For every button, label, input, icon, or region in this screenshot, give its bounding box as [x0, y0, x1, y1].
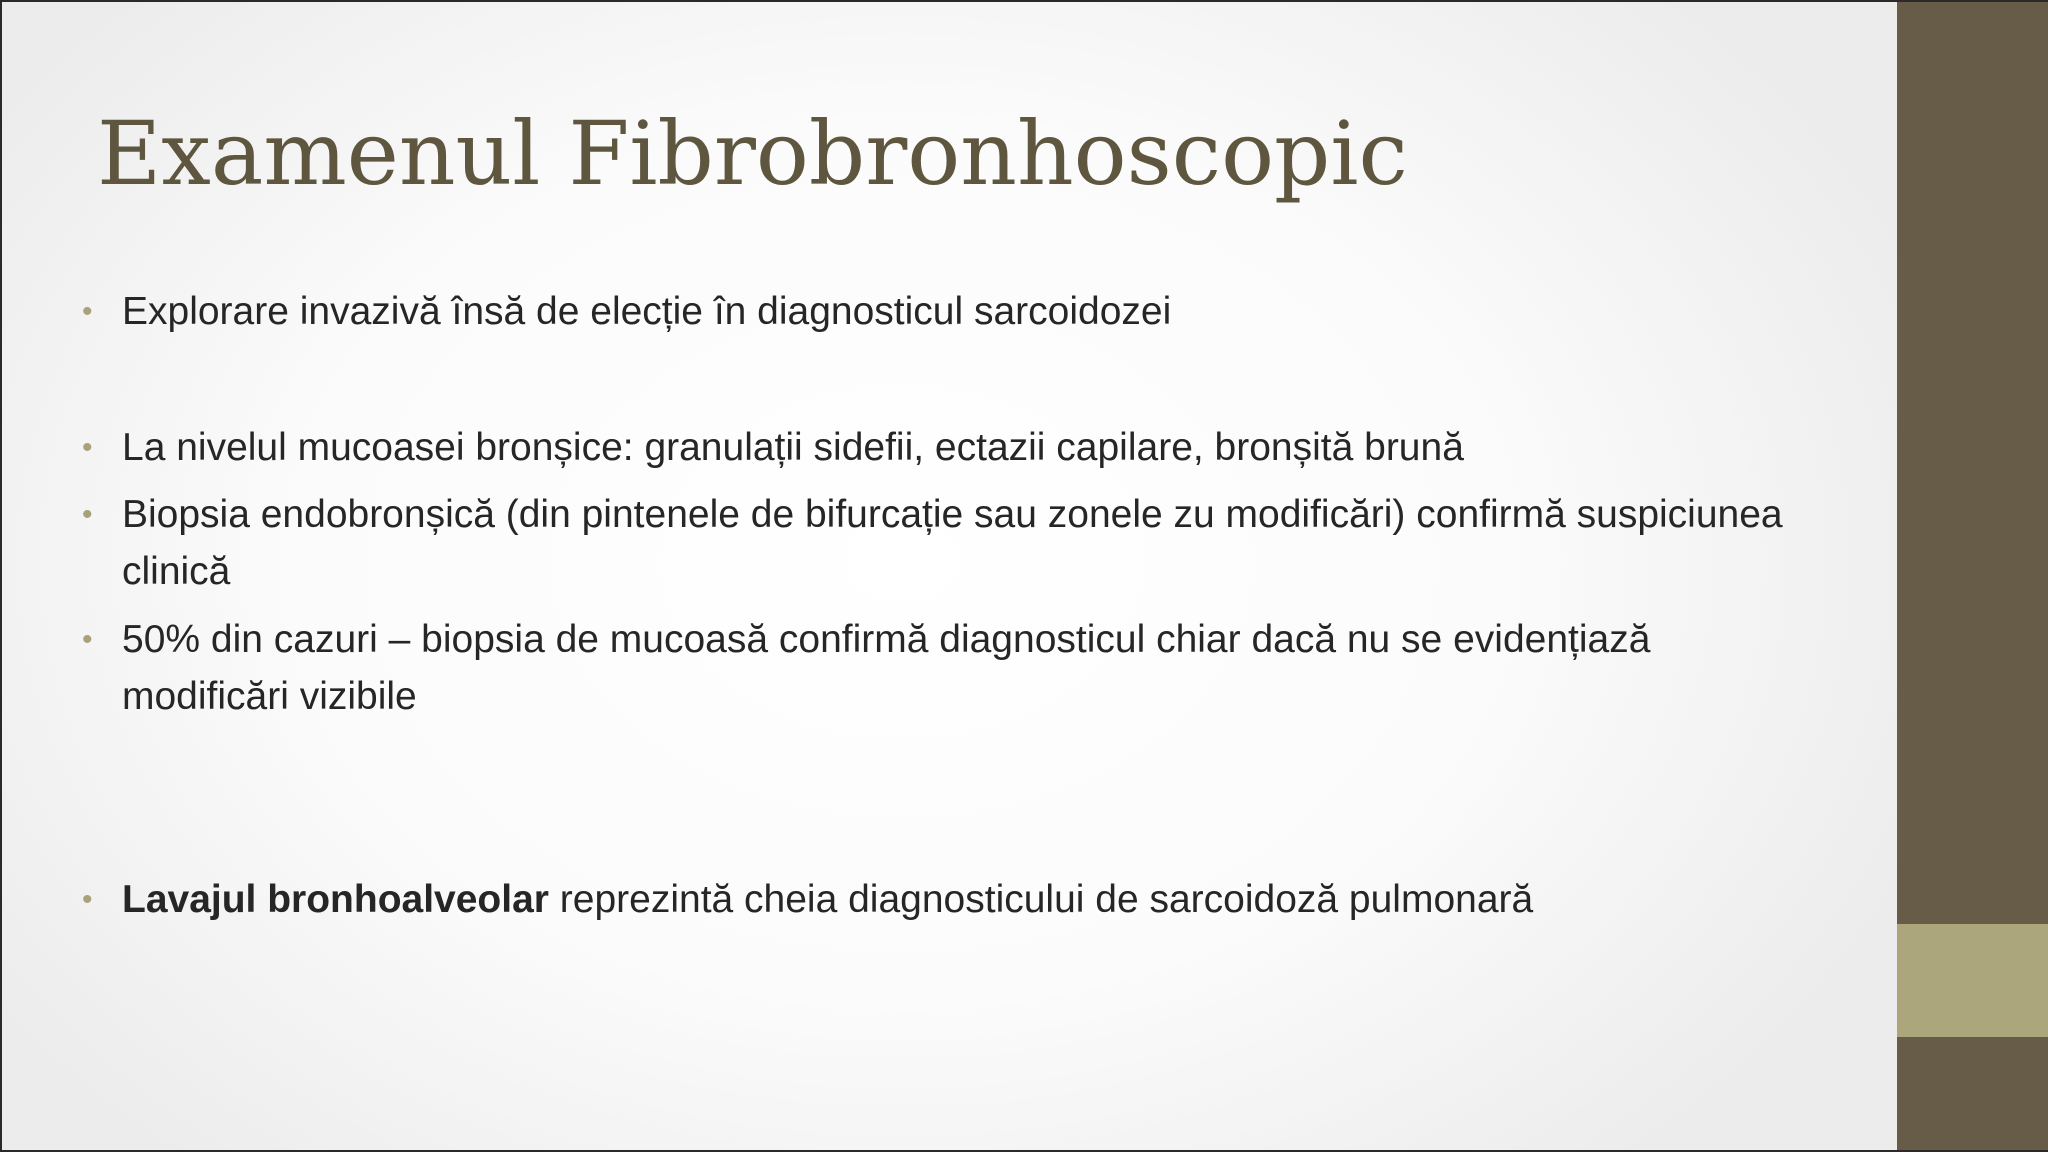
bullet-text: [122, 871, 1802, 928]
bullet-item: [82, 486, 1802, 600]
slide-title: Examenul Fibrobronhoscopic: [97, 102, 1408, 205]
bullet-icon: •: [82, 431, 93, 464]
bullet-text: 50% din cazuri – biopsia de mucoasă confirmă diagnosticul chiar dacă nu se evidențiază modificări vizibile: [122, 618, 1651, 718]
bullet-item: [82, 283, 1802, 340]
bullet-icon: •: [82, 883, 93, 916]
bullet-item: [82, 419, 1802, 476]
bullet-item: [82, 871, 1802, 928]
bullet-icon: •: [82, 623, 93, 656]
bullet-icon: •: [82, 295, 93, 328]
decorative-accent-block: [1897, 924, 2048, 1037]
bullet-text-rest: reprezintă cheia diagnosticului de sarcoidoză pulmonară: [548, 878, 1534, 921]
bullet-text: Biopsia endobronșică (din pintenele de bifurcație sau zonele zu modificări) confirmă suspiciunea clinică: [122, 493, 1783, 593]
bullet-icon: •: [82, 498, 93, 531]
bullet-item: [82, 611, 1802, 725]
bullet-text: La nivelul mucoasei bronșice: granulații sidefii, ectazii capilare, bronșită brună: [122, 426, 1464, 469]
bullet-bold-term: Lavajul bronhoalveolar: [122, 878, 549, 921]
bullet-text: Explorare invazivă însă de elecție în diagnosticul sarcoidozei: [122, 290, 1172, 333]
